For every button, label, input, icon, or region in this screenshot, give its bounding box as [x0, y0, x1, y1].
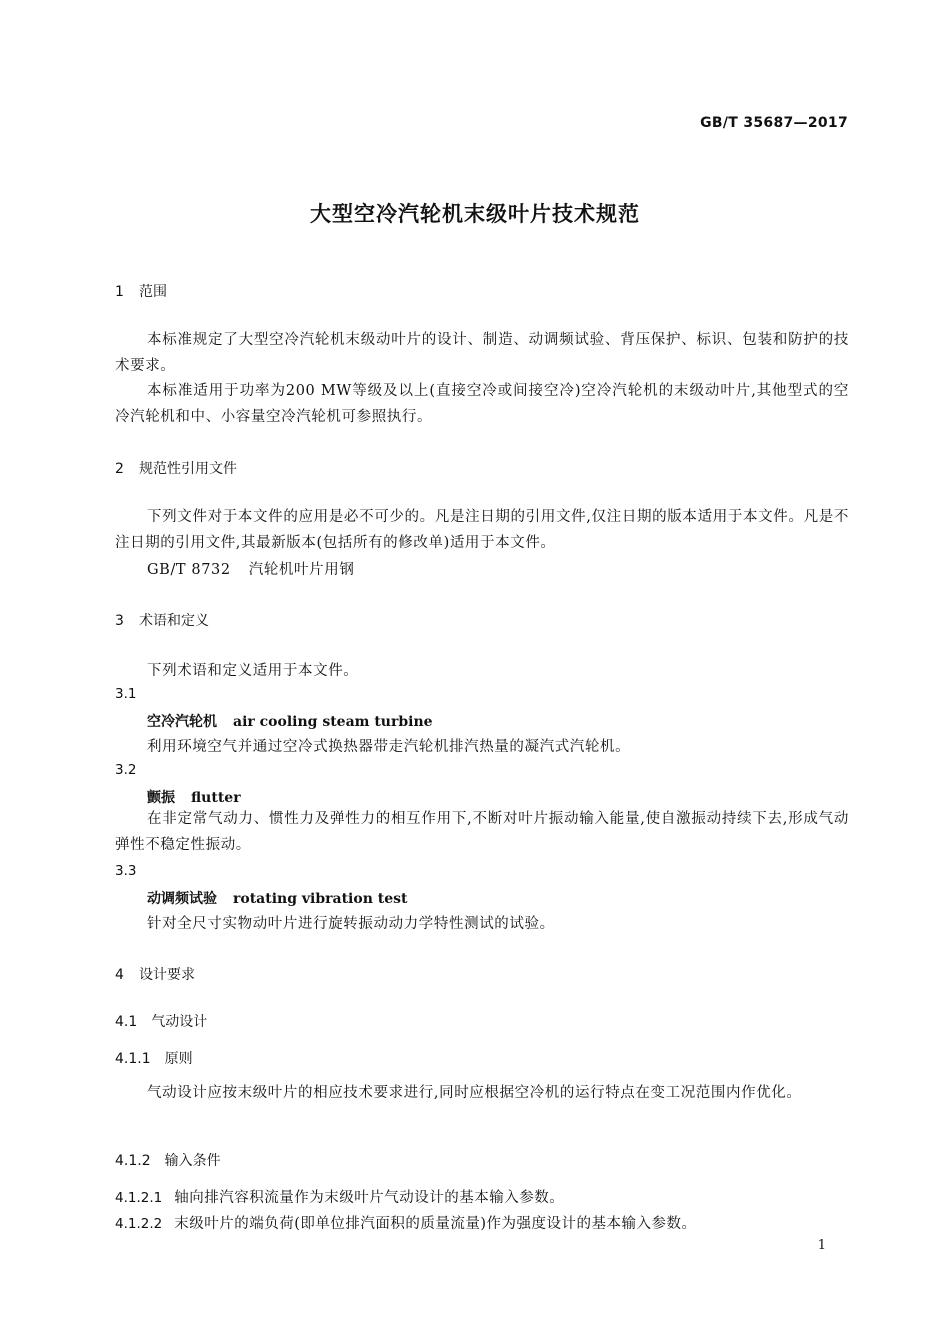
section-title: 设计要求 [139, 967, 195, 983]
section-number: 4 [115, 967, 124, 983]
term-definition: 针对全尺寸实物动叶片进行旋转振动动力学特性测试的试验。 [147, 916, 555, 932]
term-number: 3.1 [115, 686, 137, 702]
subsection-title: 气动设计 [151, 1014, 208, 1030]
section-number: 2 [115, 461, 124, 477]
subsection-number: 4.1.2 [115, 1153, 151, 1169]
section-heading-1 [115, 281, 167, 301]
term-entry [147, 711, 433, 731]
term-zh: 颤振 [147, 790, 175, 806]
subsection-title: 原则 [164, 1051, 193, 1067]
section-number: 1 [115, 284, 124, 300]
clause-number: 4.1.2.2 [115, 1216, 163, 1232]
subsection-number: 4.1 [115, 1014, 138, 1030]
page-number: 1 [817, 1238, 826, 1253]
clause-text: 轴向排汽容积流量作为末级叶片气动设计的基本输入参数。 [174, 1190, 565, 1206]
term-en: rotating vibration test [233, 891, 408, 907]
subsection-title: 输入条件 [164, 1153, 221, 1169]
section-title: 范围 [139, 284, 167, 300]
term-definition: 利用环境空气并通过空冷式换热器带走汽轮机排汽热量的凝汽式汽轮机。 [147, 739, 631, 755]
paragraph: 下列术语和定义适用于本文件。 [147, 663, 359, 679]
term-entry [147, 888, 407, 908]
paragraph: 气动设计应按末级叶片的相应技术要求进行,同时应根据空冷机的运行特点在变工况范围内作优化。 [147, 1085, 802, 1101]
term-entry [147, 787, 241, 807]
section-title: 术语和定义 [139, 613, 209, 629]
section-title: 规范性引用文件 [139, 461, 237, 477]
section-heading-2 [115, 458, 237, 478]
term-zh: 空冷汽轮机 [147, 714, 217, 730]
normative-reference [147, 558, 354, 579]
reference-code: GB/T 8732 [147, 562, 231, 578]
subsection-heading-4-1-1 [115, 1048, 193, 1068]
term-definition: 在非定常气动力、惯性力及弹性力的相互作用下,不断对叶片振动输入能量,使自激振动持续下去,形成气动弹性不稳定性振动。 [115, 811, 849, 853]
reference-title: 汽轮机叶片用钢 [248, 562, 355, 578]
paragraph: 本标准适用于功率为200 MW等级及以上(直接空冷或间接空冷)空冷汽轮机的末级动叶片,其他型式的空冷汽轮机和中、小容量空冷汽轮机可参照执行。 [115, 383, 849, 425]
subsection-number: 4.1.1 [115, 1051, 151, 1067]
term-zh: 动调频试验 [147, 891, 217, 907]
clause-number: 4.1.2.1 [115, 1190, 163, 1206]
clause-item [115, 1186, 564, 1207]
document-title: 大型空冷汽轮机末级叶片技术规范 [310, 202, 640, 226]
standard-code: GB/T 35687—2017 [700, 115, 848, 131]
paragraph: 本标准规定了大型空冷汽轮机末级动叶片的设计、制造、动调频试验、背压保护、标识、包装和防护的技术要求。 [115, 332, 849, 374]
section-heading-4 [115, 964, 195, 984]
subsection-heading-4-1 [115, 1011, 207, 1031]
term-number: 3.3 [115, 863, 137, 879]
subsection-heading-4-1-2 [115, 1150, 221, 1170]
paragraph: 下列文件对于本文件的应用是必不可少的。凡是注日期的引用文件,仅注日期的版本适用于本文件。凡是不注日期的引用文件,其最新版本(包括所有的修改单)适用于本文件。 [115, 509, 849, 551]
section-heading-3 [115, 610, 209, 630]
section-number: 3 [115, 613, 124, 629]
term-en: flutter [191, 790, 241, 806]
clause-text: 末级叶片的端负荷(即单位排汽面积的质量流量)作为强度设计的基本输入参数。 [174, 1216, 697, 1232]
clause-item [115, 1212, 697, 1233]
term-en: air cooling steam turbine [233, 714, 433, 730]
term-number: 3.2 [115, 762, 137, 778]
